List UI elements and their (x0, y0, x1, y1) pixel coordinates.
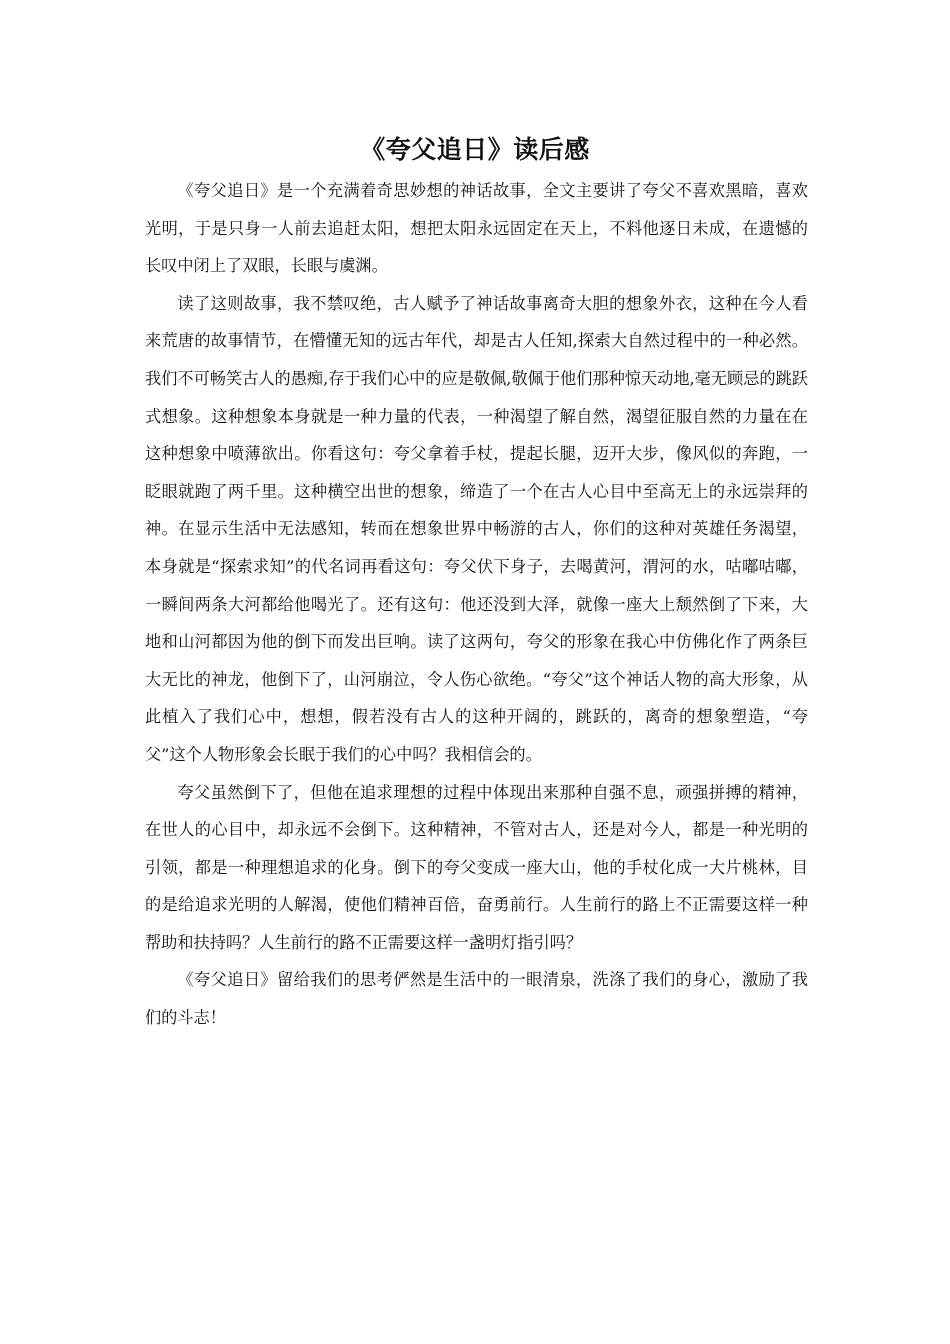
paragraph-3: 夸父虽然倒下了，但他在追求理想的过程中体现出来那种自强不息，顽强拼搏的精神，在世人的心目中，却永远不会倒下。这种精神，不管对古人，还是对今人，都是一种光明的引领，都是一种理想追求的化身。倒下的夸父变成一座大山，他的手杖化成一大片桃林，目的是给追求光明的人解渴，使他们精神百倍，奋勇前行。人生前行的路上不正需要这样一种帮助和扶持吗？人生前行的路不正需要这样一盏明灯指引吗？ (145, 782, 808, 952)
paragraph-1: 《夸父追日》是一个充满着奇思妙想的神话故事，全文主要讲了夸父不喜欢黑暗，喜欢光明，于是只身一人前去追赶太阳，想把太阳永远固定在天上，不料他逐日未成，在遗憾的长叹中闭上了双眼，长眼与虞渊。 (145, 181, 808, 276)
paragraph-2: 读了这则故事，我不禁叹绝，古人赋予了神话故事离奇大胆的想象外衣，这种在今人看来荒唐的故事情节，在懵懂无知的远古年代，却是古人任知,探索大自然过程中的一种必然。我们不可畅笑古人的愚痴,存于我们心中的应是敬佩,敬佩于他们那种惊天动地,毫无顾忌的跳跃式想象。这种想象本身就是一种力量的代表，一种渴望了解自然，渴望征服自然的力量在在这种想象中喷薄欲出。你看这句：夸父拿着手杖，提起长腿，迈开大步，像风似的奔跑，一眨眼就跑了两千里。这种横空出世的想象，缔造了一个在古人心目中至高无上的永远崇拜的神。在显示生活中无法感知，转而在想象世界中畅游的古人，你们的这种对英雄任务渴望，本身就是“探索求知”的代名词再看这句：夸父伏下身子，去喝黄河，渭河的水，咕嘟咕嘟，一瞬间两条大河都给他喝光了。还有这句：他还没到大泽，就像一座大上颓然倒了下来，大地和山河都因为他的倒下而发出巨响。读了这两句，夸父的形象在我心中仿佛化作了两条巨大无比的神龙，他倒下了，山河崩泣，令人伤心欲绝。“夸父”这个神话人物的高大形象，从此植入了我们心中，想想，假若没有古人的这种开阔的，跳跃的，离奇的想象塑造，“夸父”这个人物形象会长眠于我们的心中吗？我相信会的。 (145, 293, 808, 764)
document-title: 《夸父追日》读后感 (360, 135, 590, 164)
paragraph-4: 《夸父追日》留给我们的思考俨然是生活中的一眼清泉，洗涤了我们的身心，激励了我们的斗志！ (145, 970, 808, 1028)
document-body (145, 172, 808, 1037)
